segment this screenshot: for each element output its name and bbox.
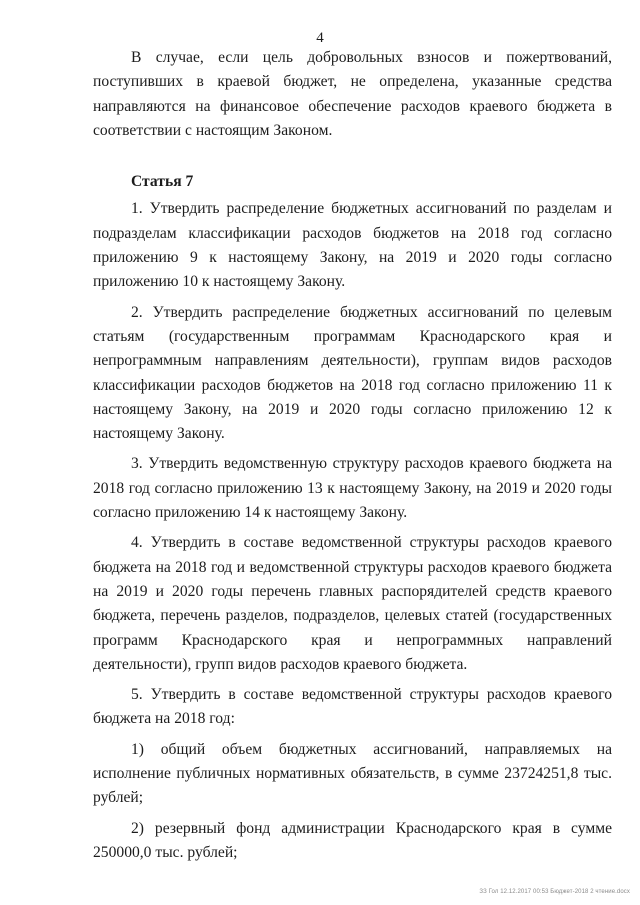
article-subitem-2: 2) резервный фонд администрации Краснодарского края в сумме 250000,0 тыс. рублей; bbox=[93, 819, 612, 861]
article-paragraph-3: 3. Утвердить ведомственную структуру расходов краевого бюджета на 2018 год согласно приложению 13 к настоящему Закону, на 2019 и 2020 годы согласно приложению 14 к настоящему Закону. bbox=[93, 455, 612, 522]
document-body bbox=[93, 46, 612, 865]
article-paragraph-2: 2. Утвердить распределение бюджетных ассигнований по целевым статьям (государственным программам Краснодарского края и непрограммным направлениям деятельности), группам видов расходов классификации расходов бюджетов на 2018 год согласно приложению 11 к настоящему Закону, на 2019 и 2020 годы согласно приложению 12 к настоящему Закону. bbox=[93, 303, 612, 443]
article-heading: Статья 7 bbox=[131, 173, 194, 191]
article-paragraph-4: 4. Утвердить в составе ведомственной структуры расходов краевого бюджета на 2018 год и ведомственной структуры расходов краевого бюджета на 2019 и 2020 годы перечень главных распорядителей средств краевого бюджета, перечень разделов, подразделов, целевых статей (государственных программ Краснодарского края и непрограммных направлений деятельности), групп видов расходов краевого бюджета. bbox=[93, 534, 612, 673]
article-paragraph-1: 1. Утвердить распределение бюджетных ассигнований по разделам и подразделам классификации расходов бюджетов на 2018 год согласно приложению 9 к настоящему Закону, на 2019 и 2020 годы согласно приложению 10 к настоящему Закону. bbox=[93, 200, 612, 291]
intro-paragraph: В случае, если цель добровольных взносов и пожертвований, поступивших в краевой бюджет, не определена, указанные средства направляются на финансовое обеспечение расходов краевого бюджета в соответствии с настоящим Законом. bbox=[93, 49, 612, 139]
footer-file-stamp: ЗЗ Гол 12.12.2017 00:53 Бюджет-2018 2 чтение.docx bbox=[479, 889, 630, 895]
article-subitem-1: 1) общий объем бюджетных ассигнований, направляемых на исполнение публичных нормативных обязательств, в сумме 23724251,8 тыс. рублей; bbox=[93, 740, 612, 807]
article-paragraph-5: 5. Утвердить в составе ведомственной структуры расходов краевого бюджета на 2018 год: bbox=[93, 686, 612, 728]
page-number: 4 bbox=[316, 30, 324, 46]
